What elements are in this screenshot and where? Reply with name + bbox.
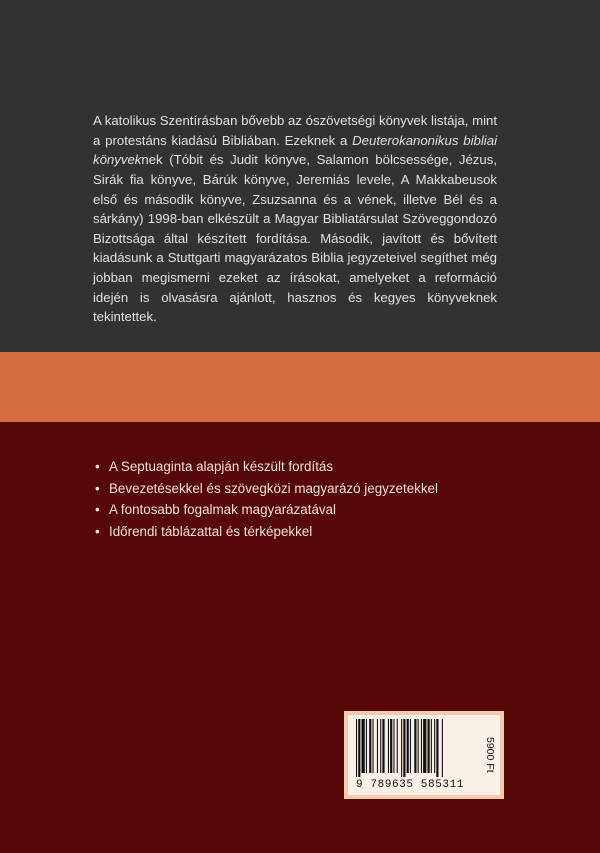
barcode-bar xyxy=(397,719,398,773)
barcode-bar xyxy=(442,719,443,777)
barcode-bar xyxy=(373,719,374,773)
barcode-bar xyxy=(356,719,357,777)
bullet-icon: • xyxy=(95,459,100,474)
barcode-bar xyxy=(358,719,360,777)
top-dark-band xyxy=(0,0,600,352)
barcode-bar xyxy=(410,719,411,773)
barcode-bar xyxy=(436,719,438,777)
bullet-icon: • xyxy=(95,523,100,539)
barcode-bar xyxy=(380,719,381,773)
blurb-emphasis: Deuterokanonikus bibliai könyvek xyxy=(93,132,498,168)
bullet-icon: • xyxy=(95,502,100,517)
blurb-part-1: A katolikus Szentírásban bővebb az ószövetségi könyvek listája, mint a protestáns kiadású Bibliában. Ezeknek a xyxy=(93,113,497,148)
barcode-bar xyxy=(401,719,402,777)
barcode-bar xyxy=(423,719,426,773)
bullet-icon: • xyxy=(95,480,100,496)
price-label: 5900 Ft xyxy=(484,737,496,773)
barcode-bar xyxy=(366,719,367,773)
barcode-bar xyxy=(434,719,435,773)
feature-list xyxy=(95,456,438,542)
blurb-paragraph xyxy=(93,111,497,327)
barcode-bar xyxy=(382,719,384,773)
barcode-bar xyxy=(418,719,419,773)
orange-stripe xyxy=(0,352,600,422)
feature-item: • A Septuaginta alapján készült fordítás xyxy=(95,456,438,478)
blurb-part-2: nek (Tóbit és Judit könyve, Salamon bölcsessége, Jézus, Sirák fia könyve, Bárúk könyve, Jeremiás levele, A Makkabeusok első és második könyve, Zsuzsanna és a vének, illetve Bél és a sárkány) 1998-ban elkészült a Magyar Bibliatársulat Szöveggondozó Bizottsága által készített fordítása. Második, javított és bővített kiadásunk a Stuttgarti magyarázatos Biblia jegyzeteivel segíthet még jobban megismerni ezeket az írásokat, amelyeket a reformáció idején is olvasásra ajánlott, hasznos és kegyes könyveknek tekintettek. xyxy=(93,152,497,325)
feature-item: • Időrendi táblázattal és térképekkel xyxy=(95,521,438,543)
barcode-bar xyxy=(393,719,394,773)
barcode-bar xyxy=(388,719,389,773)
barcode-bar xyxy=(377,719,378,773)
barcode-bar xyxy=(421,719,422,773)
barcode-label xyxy=(344,711,504,799)
barcode-bar xyxy=(431,719,432,773)
barcode-bar xyxy=(407,719,409,773)
barcode-bar xyxy=(362,719,365,773)
barcode-bar xyxy=(428,719,430,773)
feature-item: • A fontosabb fogalmak magyarázatával xyxy=(95,499,438,521)
barcode-bar xyxy=(403,719,405,777)
barcode-bar xyxy=(414,719,416,773)
barcode-icon xyxy=(354,717,476,777)
barcode-panel xyxy=(348,715,500,795)
isbn-digits: 9 789635 585311 xyxy=(356,779,465,791)
feature-item: • Bevezetésekkel és szövegközi magyarázó jegyzetekkel xyxy=(95,478,438,500)
barcode-bar xyxy=(369,719,371,773)
barcode-bar xyxy=(390,719,392,773)
